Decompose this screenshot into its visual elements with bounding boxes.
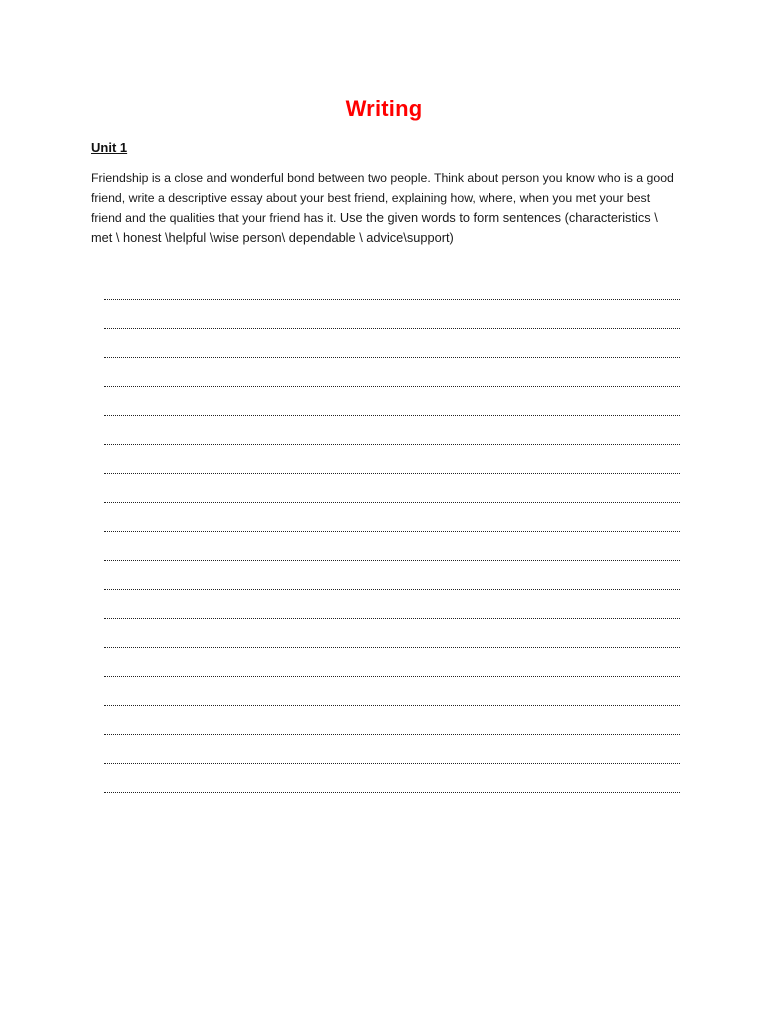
writing-line	[104, 659, 680, 688]
instructions-block	[91, 168, 681, 248]
writing-line	[104, 282, 680, 311]
writing-line	[104, 601, 680, 630]
writing-line	[104, 456, 680, 485]
writing-line	[104, 572, 680, 601]
writing-line	[104, 514, 680, 543]
instruction-words-prompt: Use the given words to form sentences (characteristics \ met \ honest \helpful \wise person\ dependable \ advice\support)	[91, 210, 658, 245]
writing-line	[104, 340, 680, 369]
unit-heading: Unit 1	[91, 140, 128, 155]
instruction-text: Friendship is a close and wonderful bond between two people. Think about person you know who is a good friend, write a descriptive essay about your best friend, explaining how, where, when you met your best friend and the qualities that your friend has it.	[91, 171, 674, 225]
instructions-paragraph	[91, 168, 681, 248]
writing-line	[104, 311, 680, 340]
writing-line	[104, 485, 680, 514]
writing-line	[104, 543, 680, 572]
writing-line	[104, 717, 680, 746]
writing-line	[104, 398, 680, 427]
writing-line	[104, 630, 680, 659]
writing-line	[104, 427, 680, 456]
writing-line	[104, 775, 680, 804]
page-title: Writing	[345, 96, 423, 121]
writing-lines	[104, 282, 680, 804]
writing-line	[104, 369, 680, 398]
writing-line	[104, 688, 680, 717]
writing-line	[104, 746, 680, 775]
